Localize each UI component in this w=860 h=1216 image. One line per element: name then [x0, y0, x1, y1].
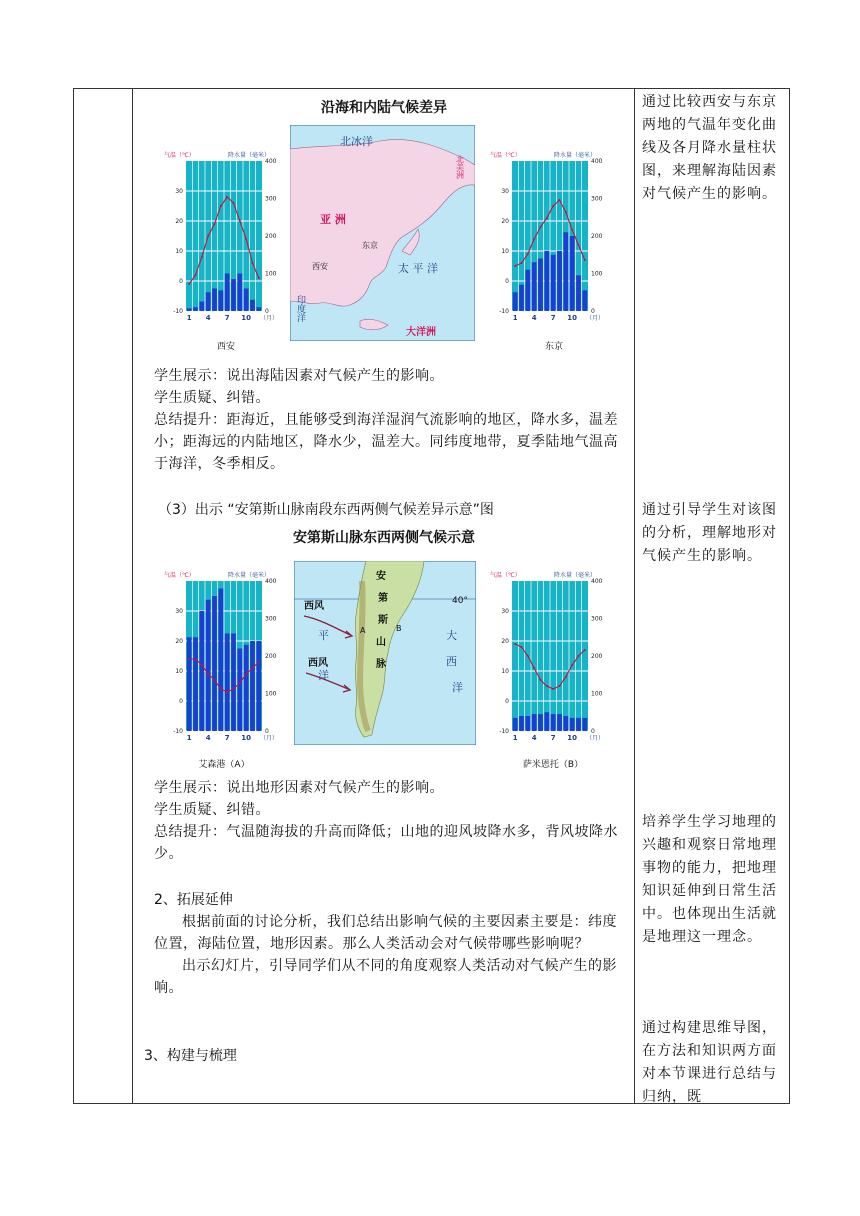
map-label-andes-4: 山 [376, 637, 386, 648]
month-tick-label: 10 [241, 314, 252, 322]
month-unit-label: （月） [586, 315, 605, 322]
precip-bar [513, 292, 518, 311]
summary-2: 总结提升：气温随海拔的升高而降低；山地的迎风坡降水多，背风坡降水少。 [154, 824, 618, 862]
map-label-b: B [396, 624, 402, 633]
month-tick-label: 7 [224, 734, 230, 742]
precip-bar [532, 262, 537, 311]
chart-caption-tokyo: 东京 [544, 342, 563, 352]
precip-tick-label: 100 [591, 690, 603, 698]
month-tick-label: 4 [531, 734, 537, 742]
map-label-a: A [360, 626, 366, 635]
precip-bar [519, 285, 524, 311]
precip-bar [250, 641, 255, 731]
map-label-west-wind-1: 西风 [304, 601, 324, 612]
temperature-point [207, 235, 209, 237]
precip-bar [544, 712, 549, 731]
temperature-point [201, 664, 203, 666]
temperature-point [514, 643, 516, 645]
temperature-point [552, 688, 554, 690]
precip-bar [212, 596, 217, 731]
temperature-point [540, 226, 542, 228]
precip-bar [551, 255, 556, 311]
temperature-point [559, 685, 561, 687]
note-coast: 通过比较西安与东京两地的气温年变化曲线及各月降水量柱状图，来理解海陆因素对气候产生的影响。 [642, 94, 777, 202]
map-label-indian: 印度洋 [295, 295, 305, 322]
precip-bar [231, 634, 236, 732]
month-tick-label: 10 [567, 734, 578, 742]
temp-tick-label: 10 [175, 248, 183, 255]
column-divider-2 [634, 89, 635, 1103]
figure-title: 沿海和内陆气候差异 [321, 100, 447, 116]
precip-bar [570, 718, 575, 731]
precip-tick-label: 200 [265, 653, 277, 660]
temperature-point [546, 685, 548, 687]
temp-tick-label: 0 [505, 698, 509, 705]
precip-tick-label: 100 [591, 270, 603, 278]
month-tick-label: 10 [241, 734, 252, 742]
month-tick-label: 4 [205, 314, 211, 322]
map-label-andes-1: 安 [376, 571, 386, 582]
map-label-latitude: 40° [452, 596, 468, 606]
precip-bar [582, 290, 587, 311]
temperature-point [258, 277, 260, 279]
precip-tick-label: 300 [265, 615, 277, 623]
month-unit-label: （月） [260, 735, 279, 742]
temperature-point [233, 688, 235, 690]
temp-tick-label: 10 [175, 668, 183, 675]
map-label-west-wind-2: 西风 [308, 658, 328, 669]
precip-tick-label: 200 [591, 653, 603, 660]
map-label-atlantic-3: 洋 [452, 681, 463, 694]
temperature-point [521, 646, 523, 648]
month-unit-label: （月） [586, 735, 605, 742]
precip-bar [225, 634, 230, 732]
map-south-america [294, 561, 476, 745]
precip-tick-label: 400 [591, 578, 603, 585]
chart-caption-aysen: 艾森港（A） [198, 760, 250, 770]
precip-bar [237, 274, 242, 312]
precip-bar [193, 637, 198, 731]
map-label-north-america: 北美洲 [455, 155, 465, 179]
temperature-point [239, 682, 241, 684]
precip-bar [256, 641, 261, 731]
map-label-tokyo: 东京 [362, 241, 378, 250]
extension-p2: 出示幻灯片，引导同学们从不同的角度观察人类活动对气候产生的影响。 [154, 958, 617, 996]
temp-tick-label: 20 [501, 638, 509, 645]
precip-bar [544, 251, 549, 311]
temp-tick-label: -10 [173, 308, 183, 315]
temperature-point [252, 667, 254, 669]
map-east-asia [290, 125, 475, 341]
month-tick-label: 7 [550, 734, 556, 742]
precip-bar [225, 274, 230, 312]
precip-bar [256, 307, 261, 311]
precip-tick-label: 400 [265, 578, 277, 585]
precip-bar [206, 292, 211, 311]
month-tick-label: 7 [224, 314, 230, 322]
temperature-point [201, 256, 203, 258]
map-label-andes-5: 脉 [376, 659, 386, 670]
extension-heading: 2、拓展延伸 [154, 892, 233, 908]
temp-axis-label: 气温（℃） [490, 152, 521, 159]
temp-axis-label: 气温（℃） [164, 572, 195, 579]
temperature-point [552, 205, 554, 207]
temperature-point [565, 211, 567, 213]
precip-tick-label: 300 [591, 615, 603, 623]
student-show-2: 学生展示：说出地形因素对气候产生的影响。 [154, 780, 444, 796]
map-label-andes-3: 斯 [378, 615, 388, 626]
precip-bar [576, 718, 581, 731]
temperature-point [533, 667, 535, 669]
temperature-point [584, 259, 586, 261]
temperature-point [226, 196, 228, 198]
temperature-point [578, 244, 580, 246]
precip-bar [206, 600, 211, 731]
temperature-point [188, 283, 190, 285]
month-tick-label: 7 [550, 314, 556, 322]
precip-tick-label: 400 [265, 158, 277, 165]
month-tick-label: 4 [531, 314, 537, 322]
build-organize-heading: 3、构建与梳理 [144, 1048, 237, 1064]
temperature-point [188, 658, 190, 660]
precip-axis-label: 降水量（毫米） [554, 572, 597, 579]
precip-bar [212, 289, 217, 312]
temp-axis-label: 气温（℃） [490, 572, 521, 579]
note-interest: 培养学生学习地理的兴趣和观察日常地理事物的能力，把地理知识延伸到日常生活中。也体现出生活就是地理这一理念。 [642, 814, 777, 945]
temperature-point [195, 274, 197, 276]
precip-bar [551, 714, 556, 731]
temperature-point [514, 265, 516, 267]
temp-tick-label: 30 [175, 608, 183, 615]
precip-bar [513, 718, 518, 731]
temperature-point [527, 655, 529, 657]
temperature-point [214, 223, 216, 225]
temperature-point [559, 199, 561, 201]
precip-bar [519, 716, 524, 731]
precip-tick-label: 400 [591, 158, 603, 165]
temp-tick-label: 20 [175, 218, 183, 225]
temp-tick-label: 0 [179, 278, 183, 285]
content-column [144, 89, 630, 1103]
temp-tick-label: 10 [501, 668, 509, 675]
temperature-point [571, 664, 573, 666]
month-unit-label: （月） [260, 315, 279, 322]
precip-tick-label: 0 [265, 728, 269, 735]
precip-tick-label: 300 [265, 195, 277, 203]
precip-bar [525, 270, 530, 311]
temperature-point [258, 661, 260, 663]
temp-tick-label: 20 [501, 218, 509, 225]
precip-bar [563, 232, 568, 311]
month-tick-label: 1 [186, 314, 192, 322]
precip-bar [187, 308, 192, 311]
temp-tick-label: 20 [175, 638, 183, 645]
precip-tick-label: 0 [591, 308, 595, 315]
map-label-andes-2: 第 [378, 593, 388, 604]
temperature-point [578, 655, 580, 657]
temperature-point [565, 676, 567, 678]
temperature-point [220, 688, 222, 690]
precip-bar [199, 302, 204, 311]
map-label-arctic: 北冰洋 [340, 135, 373, 148]
temp-tick-label: -10 [499, 308, 509, 315]
map-label-oceania: 大洋洲 [406, 327, 436, 338]
note-mindmap: 通过构建思维导图，在方法和知识两方面对本节课进行总结与归纳，既 [642, 1020, 777, 1105]
temperature-point [245, 673, 247, 675]
chart-tokyo [490, 149, 610, 334]
temperature-point [521, 262, 523, 264]
precip-bar [244, 645, 249, 731]
figure-andes [144, 521, 624, 776]
chart-caption-sarmiento: 萨米恩托（B） [522, 760, 584, 770]
map-label-pacific: 太 平 洋 [398, 262, 438, 275]
temperature-point [584, 649, 586, 651]
month-tick-label: 10 [567, 314, 578, 322]
temperature-point [546, 217, 548, 219]
precip-bar [231, 279, 236, 311]
temperature-point [207, 673, 209, 675]
temp-tick-label: 0 [505, 278, 509, 285]
temp-axis-label: 气温（℃） [164, 152, 195, 159]
map-label-atlantic-2: 西 [446, 655, 457, 668]
precip-bar [237, 649, 242, 732]
temperature-point [214, 679, 216, 681]
summary-1: 总结提升：距海近，且能够受到海洋湿润气流影响的地区，降水多，温差小；距海远的内陆地区，降水少，温差大。同纬度地带，夏季陆地气温高于海洋，冬季相反。 [154, 412, 618, 472]
precip-bar [187, 637, 192, 731]
student-question-2: 学生质疑、纠错。 [154, 802, 270, 818]
temperature-point [226, 691, 228, 693]
precip-bar [582, 718, 587, 731]
precip-tick-label: 0 [265, 308, 269, 315]
precip-tick-label: 200 [591, 233, 603, 240]
precip-tick-label: 100 [265, 690, 277, 698]
precip-bar [199, 611, 204, 731]
map-label-atlantic-1: 大 [446, 629, 457, 642]
month-tick-label: 1 [186, 734, 192, 742]
precip-tick-label: 200 [265, 233, 277, 240]
notes-column [642, 89, 788, 1103]
precip-bar [218, 290, 223, 311]
precip-bar [538, 714, 543, 731]
section-coast-text [154, 365, 629, 475]
precip-bar [244, 289, 249, 312]
temp-tick-label: 30 [501, 608, 509, 615]
temperature-point [533, 238, 535, 240]
temp-tick-label: 30 [175, 188, 183, 195]
temp-tick-label: 0 [179, 698, 183, 705]
chart-aysen [164, 569, 284, 754]
precip-tick-label: 300 [591, 195, 603, 203]
section-andes-heading: （3）出示 “安第斯山脉南段东西两侧气候差异示意”图 [158, 502, 494, 518]
map-label-yang: 洋 [318, 669, 329, 682]
month-tick-label: 1 [512, 314, 518, 322]
precip-bar [250, 300, 255, 311]
temp-tick-label: -10 [173, 728, 183, 735]
lesson-table [73, 88, 790, 1104]
temperature-point [195, 658, 197, 660]
figure-coast-inland [144, 89, 624, 361]
chart-sarmiento [490, 569, 610, 754]
precip-bar [538, 259, 543, 312]
precip-tick-label: 100 [265, 270, 277, 278]
temp-tick-label: -10 [499, 728, 509, 735]
month-tick-label: 1 [512, 734, 518, 742]
precip-bar [557, 714, 562, 731]
map-label-asia: 亚 洲 [320, 213, 346, 226]
temperature-point [571, 229, 573, 231]
precip-axis-label: 降水量（毫米） [228, 152, 271, 159]
precip-bar [532, 714, 537, 731]
section-extension [154, 889, 629, 999]
note-terrain: 通过引导学生对该图的分析，理解地形对气候产生的影响。 [642, 502, 777, 564]
temperature-point [233, 202, 235, 204]
precip-axis-label: 降水量（毫米） [228, 572, 271, 579]
temperature-point [252, 262, 254, 264]
precip-axis-label: 降水量（毫米） [554, 152, 597, 159]
temperature-point [540, 679, 542, 681]
precip-bar [576, 275, 581, 311]
precip-bar [563, 716, 568, 731]
extension-p1: 根据前面的讨论分析，我们总结出影响气候的主要因素主要是：纬度位置，海陆位置，地形因素。那么人类活动会对气候带哪些影响呢？ [154, 914, 617, 952]
map-label-xian: 西安 [312, 262, 328, 271]
map-label-ping: 平 [318, 629, 329, 642]
student-question-1: 学生质疑、纠错。 [154, 390, 270, 406]
precip-tick-label: 0 [591, 728, 595, 735]
temperature-point [245, 238, 247, 240]
column-divider-1 [132, 89, 133, 1103]
precip-bar [218, 589, 223, 732]
precip-bar [570, 236, 575, 311]
student-show-1: 学生展示：说出海陆因素对气候产生的影响。 [154, 368, 444, 384]
temp-tick-label: 10 [501, 248, 509, 255]
temperature-point [527, 253, 529, 255]
precip-bar [193, 307, 198, 311]
temp-tick-label: 30 [501, 188, 509, 195]
chart-caption-xian: 西安 [216, 342, 235, 352]
temperature-point [239, 220, 241, 222]
precip-bar [557, 251, 562, 311]
section-terrain-text [154, 777, 629, 865]
month-tick-label: 4 [205, 734, 211, 742]
precip-bar [525, 716, 530, 731]
temperature-point [220, 205, 222, 207]
figure2-title: 安第斯山脉东西两侧气候示意 [293, 530, 475, 546]
chart-xian [164, 149, 284, 334]
